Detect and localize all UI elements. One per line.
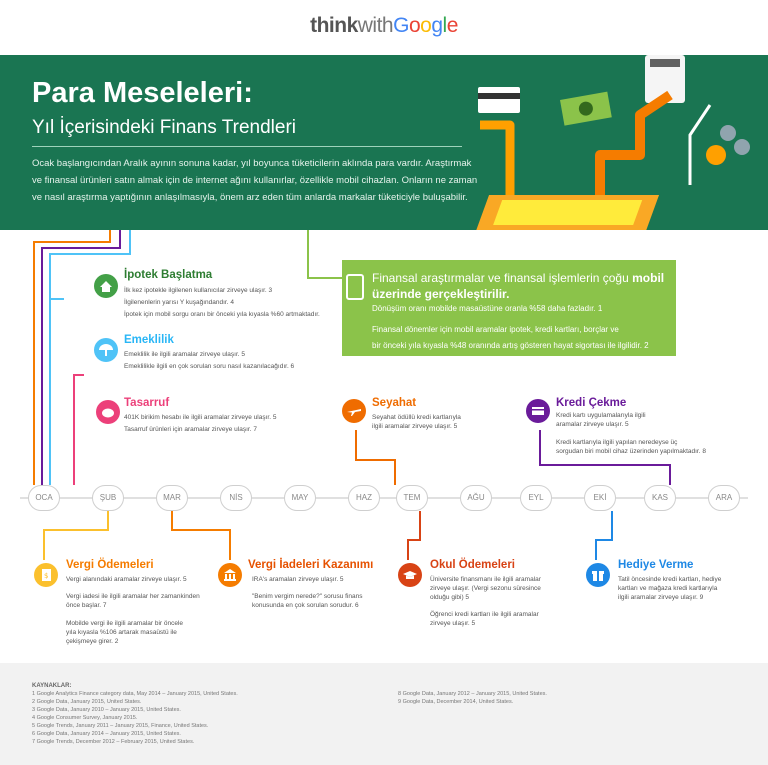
vergi-bullet-5: yıla kıyasla %106 artarak masaüstü ile	[66, 629, 177, 636]
iade-bullet-2: "Benim vergim nerede?" sorusu finans	[252, 593, 363, 600]
month-mar: MAR	[156, 485, 188, 511]
okul-title: Okul Ödemeleri	[430, 559, 516, 571]
mobile-panel	[342, 260, 676, 356]
logo-g: G	[393, 14, 409, 37]
okul-bullet-2: zirveye ulaşır. (Vergi sezonu süresince	[430, 585, 541, 592]
umbrella-icon	[94, 338, 118, 362]
mobile-phone-icon	[346, 274, 364, 300]
airplane-icon	[342, 399, 366, 423]
hero-desc-line-3: ve nasıl araştırma yaptığının anlaşılmasıyla, önem arz eden tüm anlarda markalar tüketiciyle buluşabilir.	[32, 192, 468, 203]
kredi-title: Kredi Çekme	[556, 397, 627, 409]
source-7: 7 Google Trends, December 2012 – February 2015, United States.	[32, 739, 195, 745]
iade-bullet-1: IRA's aramaları zirveye ulaşır. 5	[252, 576, 344, 583]
month-eyl: EYL	[520, 485, 552, 511]
month-may: MAY	[284, 485, 316, 511]
logo-o1: o	[408, 14, 421, 37]
iade-bullet-3: konusunda en çok sorulan sorudur. 6	[252, 602, 359, 609]
vergi-title: Vergi Ödemeleri	[66, 559, 154, 571]
month-nis: NİS	[220, 485, 252, 511]
source-1: 1 Google Analytics Finance category data, May 2014 – January 2015, United States.	[32, 691, 238, 697]
okul-bullet-3: olduğu gibi) 5	[430, 594, 470, 601]
hediye-bullet-1: Tatil öncesinde kredi kartları, hediye	[618, 576, 722, 583]
source-8: 8 Google Data, January 2012 – January 2015, United States.	[398, 691, 547, 697]
vergi-bullet-2: Vergi iadesi ile ilgili aramalar her zamankinden	[66, 593, 200, 600]
ipotek-bullet-1: İlk kez ipotekle ilgilenen kullanıcılar zirveye ulaşır. 3	[124, 287, 273, 294]
ipotek-bullet-3: İpotek için mobil sorgu oranı bir önceki yıla kıyasla %60 artmaktadır.	[124, 311, 320, 318]
logo-l: l	[442, 14, 447, 37]
source-6: 6 Google Data, January 2014 – January 2015, United States.	[32, 731, 181, 737]
logo-with: with	[357, 14, 394, 37]
graduation-cap-icon	[398, 563, 422, 587]
month-oca: OCA	[28, 485, 60, 511]
tasarruf-bullet-1: 401K birikim hesabı ile ilgili aramalar zirveye ulaşır. 5	[124, 414, 277, 421]
month-eki: EKİ	[584, 485, 616, 511]
tasarruf-bullet-2: Tasarruf ürünleri için aramalar zirveye ulaşır. 7	[124, 426, 257, 433]
hediye-bullet-3: ilgili aramalar zirveye ulaşır. 9	[618, 594, 704, 601]
month-kas: KAS	[644, 485, 676, 511]
month-haz: HAZ	[348, 485, 380, 511]
okul-bullet-4: Öğrenci kredi kartları ile ilgili aramalar	[430, 611, 539, 618]
seyahat-bullet-2: ilgili aramalar zirveye ulaşır. 5	[372, 423, 458, 430]
seyahat-title: Seyahat	[372, 397, 417, 409]
mobile-title-part-a: Finansal araştırmalar ve finansal işlemlerin çoğu	[372, 271, 633, 285]
source-5: 5 Google Trends, January 2011 – January 2015, Finance, United States.	[32, 723, 209, 729]
kredi-bullet-2: aramalar zirveye ulaşır. 5	[556, 421, 629, 428]
month-sub: ŞUB	[92, 485, 124, 511]
source-2: 2 Google Data, January 2015, United States.	[32, 699, 142, 705]
seyahat-bullet-1: Seyahat ödüllü kredi kartlarıyla	[372, 414, 461, 421]
hero-desc-line-2: ve finansal ürünleri satın almak için de internet ağını kullanırlar, özellikle mobil cihazlan. Onların ne zaman	[32, 175, 478, 186]
source-4: 4 Google Consumer Survey, January 2015.	[32, 715, 138, 721]
page-subtitle: Yıl İçerisindeki Finans Trendleri	[32, 117, 296, 138]
emeklilik-title: Emeklilik	[124, 334, 174, 346]
vergi-bullet-4: Mobilde vergi ile ilgili aramalar bir öncele	[66, 620, 184, 627]
okul-bullet-5: zirveye ulaşır. 5	[430, 620, 476, 627]
tasarruf-title: Tasarruf	[124, 397, 170, 409]
hero-desc-line-1: Ocak başlangıcından Aralık ayının sonuna kadar, yıl boyunca tüketicilerin aklında para vardır. Araştırmak	[32, 158, 472, 169]
mobile-title-bold: mobil	[632, 271, 665, 285]
sources-title: KAYNAKLAR:	[32, 683, 72, 689]
credit-card-icon	[526, 399, 550, 423]
source-3: 3 Google Data, January 2010 – January 2015, United States.	[32, 707, 181, 713]
ipotek-bullet-2: İlgilenenlerin yarısı Y kuşağındandır. 4	[124, 299, 234, 306]
mobile-bullet-1: Dönüşüm oranı mobilde masaüstüne oranla %58 daha fazladır. 1	[372, 304, 603, 313]
emeklilik-bullet-1: Emeklilik ile ilgili aramalar zirveye ulaşır. 5	[124, 351, 246, 358]
logo-o2: o	[420, 14, 432, 37]
month-ara: ARA	[708, 485, 740, 511]
month-agu: AĞU	[460, 485, 492, 511]
mobile-bullet-2a: Finansal dönemler için mobil aramalar ipotek, kredi kartları, borçlar ve	[372, 325, 619, 334]
house-icon	[94, 274, 118, 298]
logo-g2: g	[431, 14, 443, 37]
vergi-bullet-1: Vergi alanındaki aramalar zirveye ulaşır. 5	[66, 576, 187, 583]
vergi-bullet-3: önce başlar. 7	[66, 602, 107, 609]
hediye-bullet-2: kartları ve mağaza kredi kartlarıyla	[618, 585, 718, 592]
logo-think: think	[310, 14, 358, 37]
svg-text:$: $	[44, 572, 49, 580]
mobile-title-part-c: üzerinde gerçekleştirilir.	[372, 287, 510, 301]
kredi-bullet-1: Kredi kartı uygulamalarıyla ilgili	[556, 412, 646, 419]
month-tem: TEM	[396, 485, 428, 511]
iade-title: Vergi İadeleri Kazanımı	[248, 559, 374, 571]
page-title: Para Meseleleri:	[32, 77, 253, 109]
source-9: 9 Google Data, December 2014, United States.	[398, 699, 514, 705]
kredi-bullet-3: Kredi kartlarıyla ilgili yapılan neredeyse üç	[556, 439, 678, 446]
tax-document-icon	[34, 563, 58, 587]
logo-e: e	[446, 14, 458, 37]
mobile-bullet-2b: bir önceki yıla kıyasla %48 oranında artış gösteren hayat sigortası ile ilgilidir. 2	[372, 341, 649, 350]
hediye-title: Hediye Verme	[618, 559, 694, 571]
sources-section	[0, 663, 768, 765]
emeklilik-bullet-2: Emeklilikle ilgili en çok sorulan soru nasıl kazanılacağıdır. 6	[124, 363, 295, 370]
gift-icon	[586, 563, 610, 587]
mobile-bullet-2	[372, 322, 672, 354]
vergi-bullet-6: çekişmeye girer. 2	[66, 638, 119, 645]
ipotek-title: İpotek Başlatma	[124, 269, 213, 281]
mobile-panel-title	[372, 270, 670, 302]
kredi-bullet-4: sorgudan biri mobil cihaz üzerinden yapılmaktadır. 8	[556, 448, 706, 455]
piggy-bank-icon	[96, 400, 120, 424]
bank-icon	[218, 563, 242, 587]
okul-bullet-1: Üniversite finansmanı ile ilgili aramalar	[430, 576, 541, 583]
